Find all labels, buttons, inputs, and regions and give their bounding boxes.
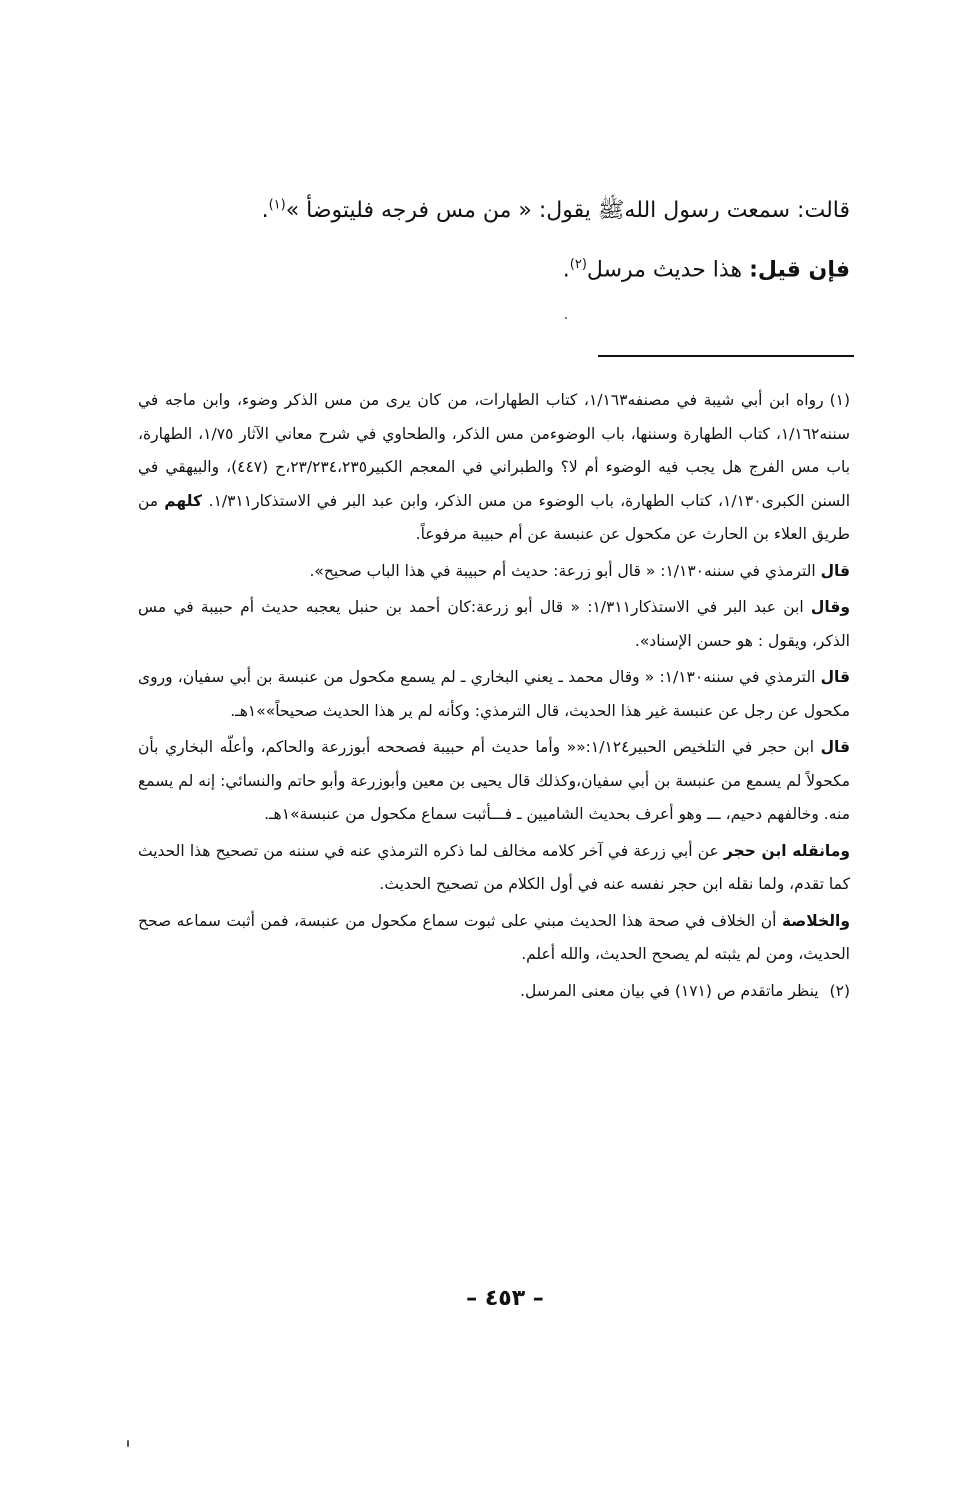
footnote-paragraph-ibn-hajar [138,731,850,832]
paragraph-text: أن الخلاف في صحة هذا الحديث مبني على ثبوت سماع مكحول من عنبسة، فمن أثبت سماعه صحح الحديث، ومن لم يثبته لم يصحح الحديث، والله أعلم. [138,911,850,963]
objection-label: فإن قيل: [749,257,850,283]
paragraph-text: ابن حجر في التلخيص الحبير١/١٢٤:«« وأما حديث أم حبيبة فصححه أبوزرعة والحاكم، وأعلّه البخاري بأن مكحولاً لم يسمع من عنبسة بن أبي سفيان،وكذلك قال يحيى بن معين وأبوزرعة وأبو حاتم والنسائي: إنه لم يسمع منه. وخالفهم دحيم، ـــ وهو أعرف بحديث الشاميين ـ فـــأثبت سماع مكحول من عنبسة»١هـ. [138,738,850,823]
paragraph-text: ابن عبد البر في الاستذكار١/٣١١: « قال أبو زرعة:كان أحمد بن حنبل يعجبه حديث أم حبيبة في مس الذكر، ويقول : هو حسن الإسناد». [138,598,850,650]
main-text-line-1 [262,196,850,228]
footnote-2 [138,975,850,1009]
paragraph-label: والخلاصة [781,911,850,930]
footnote-paragraph-tirmidhi-1 [138,555,850,589]
scan-speck [127,1440,129,1447]
paragraph-label: قال [820,668,850,686]
paragraph-text: عن أبي زرعة في آخر كلامه مخالف لما ذكره الترمذي عنه في سننه من تصحيح هذا الحديث كما تقدم، ولما نقله ابن حجر نفسه عنه في أول الكلام من تصحيح الحديث. [138,841,850,893]
footnote-divider [598,355,854,357]
objection-text: هذا حديث مرسل [586,257,750,283]
footnote-1 [138,384,850,552]
footnote-1-bold: كلهم [164,491,209,510]
footnote-paragraph-ibn-hajar-note [138,835,850,902]
main-quote: قالت: سمعت رسول اللهﷺ يقول: « من مس فرجه فليتوضأ » [285,198,850,223]
main-line-1-end: . [261,198,269,223]
main-text-line-2 [563,257,850,282]
paragraph-label: قال [820,738,850,756]
main-line-2-end: . [562,257,570,283]
footnote-paragraph-ibn-abd-al-barr [138,591,850,658]
scan-speck [565,317,567,319]
footnote-1-text: رواه ابن أبي شيبة في مصنفه١/١٦٣، كتاب الطهارات، من كان يرى من مس الذكر وضوء، وابن ماجه في سننه١/١٦٢، كتاب الطهارة وسننها، باب الوضوءمن مس الذكر، والطحاوي في شرح معاني الآثار ١/٧٥، الطهارة، باب مس الفرج هل يجب فيه الوضوء أم لا؟ والطبراني في المعجم الكبير٢٣/٢٣٤،٢٣٥،ح (٤٤٧)، والبيهقي في السنن الكبرى١/١٣٠، كتاب الطهارة، باب الوضوء من مس الذكر، وابن عبد البر في الاستذكار١/٣١١. [138,391,851,510]
paragraph-label: قال [820,561,850,580]
paragraph-label: ومانقله ابن حجر [723,841,850,860]
footnote-2-number: (٢) [829,981,850,1000]
footnotes-section [138,384,850,1011]
footnote-paragraph-conclusion [138,905,850,972]
footnote-1-tail: من طريق العلاء بن الحارث عن مكحول عن عنبسة عن أم حبيبة مرفوعاً. [138,491,850,543]
paragraph-text: الترمذي في سننه١/١٣٠: « قال أبو زرعة: حديث أم حبيبة في هذا الباب صحيح». [309,561,821,580]
paragraph-text: الترمذي في سننه١/١٣٠: « وقال محمد ـ يعني البخاري ـ لم يسمع مكحول من عنبسة بن أبي سفيان، وروى مكحول عن رجل عن عنبسة غير هذا الحديث، قال الترمذي: وكأنه لم ير هذا الحديث صحيحاً»»١هـ. [138,668,850,720]
footnote-ref-1: (١) [268,197,286,213]
footnote-1-number: (١) [829,391,851,409]
page-number: – ٤٥٣ – [466,1286,544,1311]
paragraph-label: وقال [810,598,850,616]
footnote-ref-2: (٢) [569,257,587,272]
footnote-2-text: ينظر ماتقدم ص (١٧١) في بيان معنى المرسل. [520,981,824,1000]
footnote-paragraph-tirmidhi-2 [138,661,850,728]
